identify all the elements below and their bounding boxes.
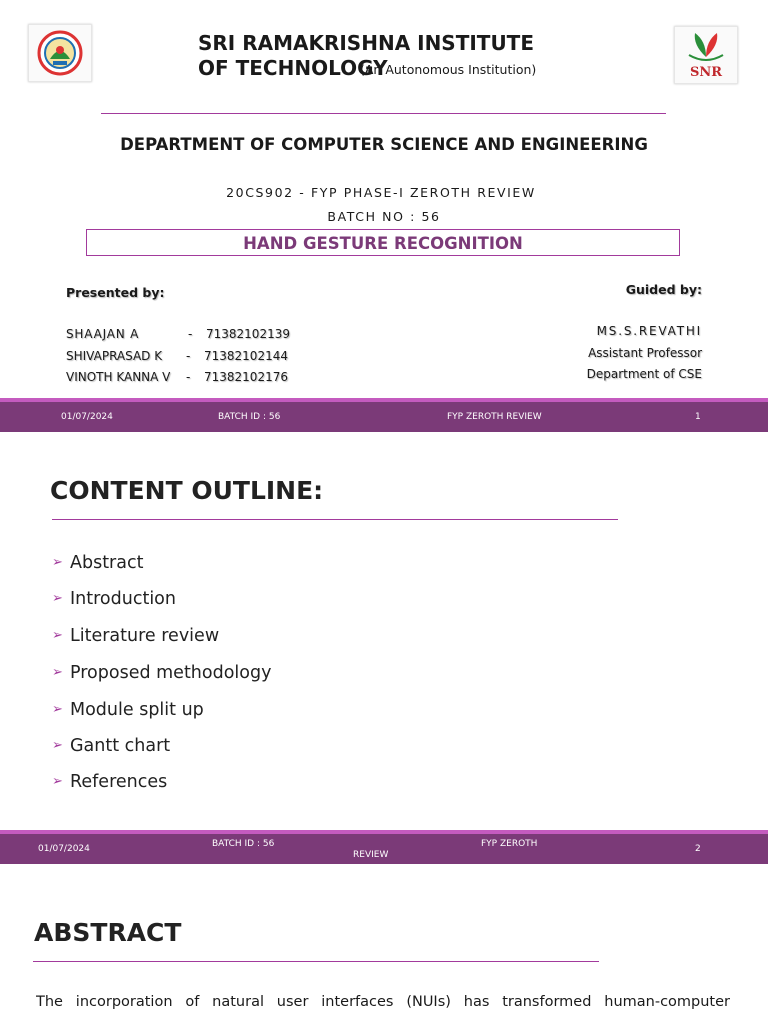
- slide-title: [0, 0, 768, 432]
- student-row: SHAAJAN A - 71382102139: [66, 327, 290, 341]
- student-name: SHIVAPRASAD K: [66, 349, 163, 363]
- institute-logo-left: [28, 24, 92, 82]
- arrow-bullet-icon: ➢: [52, 555, 63, 570]
- footer-date: 01/07/2024: [61, 412, 113, 422]
- arrow-bullet-icon: ➢: [52, 702, 63, 717]
- abstract-body: The incorporation of natural user interfaces (NUIs) has transformed human-computer: [36, 994, 730, 1010]
- guide-designation: Assistant Professor: [588, 346, 702, 360]
- slide-heading: CONTENT OUTLINE:: [50, 476, 324, 505]
- student-row: SHIVAPRASAD K - 71382102144: [66, 349, 288, 363]
- student-id: 71382102176: [204, 370, 288, 384]
- slide-abstract: [0, 864, 768, 1024]
- institute-name-line1: SRI RAMAKRISHNA INSTITUTE: [198, 31, 534, 55]
- student-name: SHAAJAN A: [66, 327, 140, 341]
- institute-name-line2: OF TECHNOLOGY: [198, 56, 388, 80]
- heading-divider: [52, 519, 618, 520]
- guide-name: MS.S.REVATHI: [596, 324, 702, 338]
- institute-logo-right: [674, 26, 738, 84]
- guided-by-label: Guided by:: [625, 282, 702, 297]
- footer-review-line1: FYP ZEROTH: [481, 839, 538, 849]
- list-item: ➢ Module split up: [52, 700, 204, 720]
- footer-date: 01/07/2024: [38, 844, 90, 854]
- footer-review: FYP ZEROTH REVIEW: [447, 412, 542, 422]
- project-title-box: [86, 229, 680, 256]
- snr-logo-text: SNR: [689, 65, 723, 80]
- slide-content-outline: [0, 432, 768, 864]
- project-title: HAND GESTURE RECOGNITION: [243, 234, 523, 253]
- footer-page-number: 1: [695, 412, 701, 422]
- student-id: 71382102144: [204, 349, 288, 363]
- slide-footer: [0, 398, 768, 432]
- department-title: DEPARTMENT OF COMPUTER SCIENCE AND ENGINEERING: [120, 135, 648, 154]
- header-divider: [101, 113, 666, 114]
- list-item: ➢ Proposed methodology: [52, 663, 272, 683]
- autonomous-label: (An Autonomous Institution): [360, 62, 537, 77]
- student-row: VINOTH KANNA V - 71382102176: [66, 370, 288, 384]
- emblem-icon: [29, 25, 91, 81]
- batch-number: BATCH NO : 56: [327, 209, 441, 224]
- guide-department: Department of CSE: [586, 367, 702, 381]
- footer-batch: BATCH ID : 56: [212, 839, 275, 849]
- course-code: 20CS902 - FYP PHASE-I ZEROTH REVIEW: [226, 185, 536, 200]
- arrow-bullet-icon: ➢: [52, 628, 63, 643]
- list-item: ➢ Abstract: [52, 553, 144, 573]
- footer-batch: BATCH ID : 56: [218, 412, 281, 422]
- arrow-bullet-icon: ➢: [52, 665, 63, 680]
- footer-page-number: 2: [695, 844, 701, 854]
- slide-footer: [0, 830, 768, 864]
- arrow-bullet-icon: ➢: [52, 774, 63, 789]
- student-id: 71382102139: [206, 327, 290, 341]
- slide-heading: ABSTRACT: [34, 918, 182, 947]
- list-item: ➢ Gantt chart: [52, 736, 171, 756]
- list-item: ➢ Literature review: [52, 626, 220, 646]
- arrow-bullet-icon: ➢: [52, 738, 63, 753]
- student-name: VINOTH KANNA V: [66, 370, 171, 384]
- presented-by-label: Presented by:: [66, 285, 165, 300]
- arrow-bullet-icon: ➢: [52, 591, 63, 606]
- list-item: ➢ Introduction: [52, 589, 176, 609]
- heading-divider: [33, 961, 599, 962]
- list-item: ➢ References: [52, 772, 168, 792]
- footer-review-line2: REVIEW: [353, 850, 389, 860]
